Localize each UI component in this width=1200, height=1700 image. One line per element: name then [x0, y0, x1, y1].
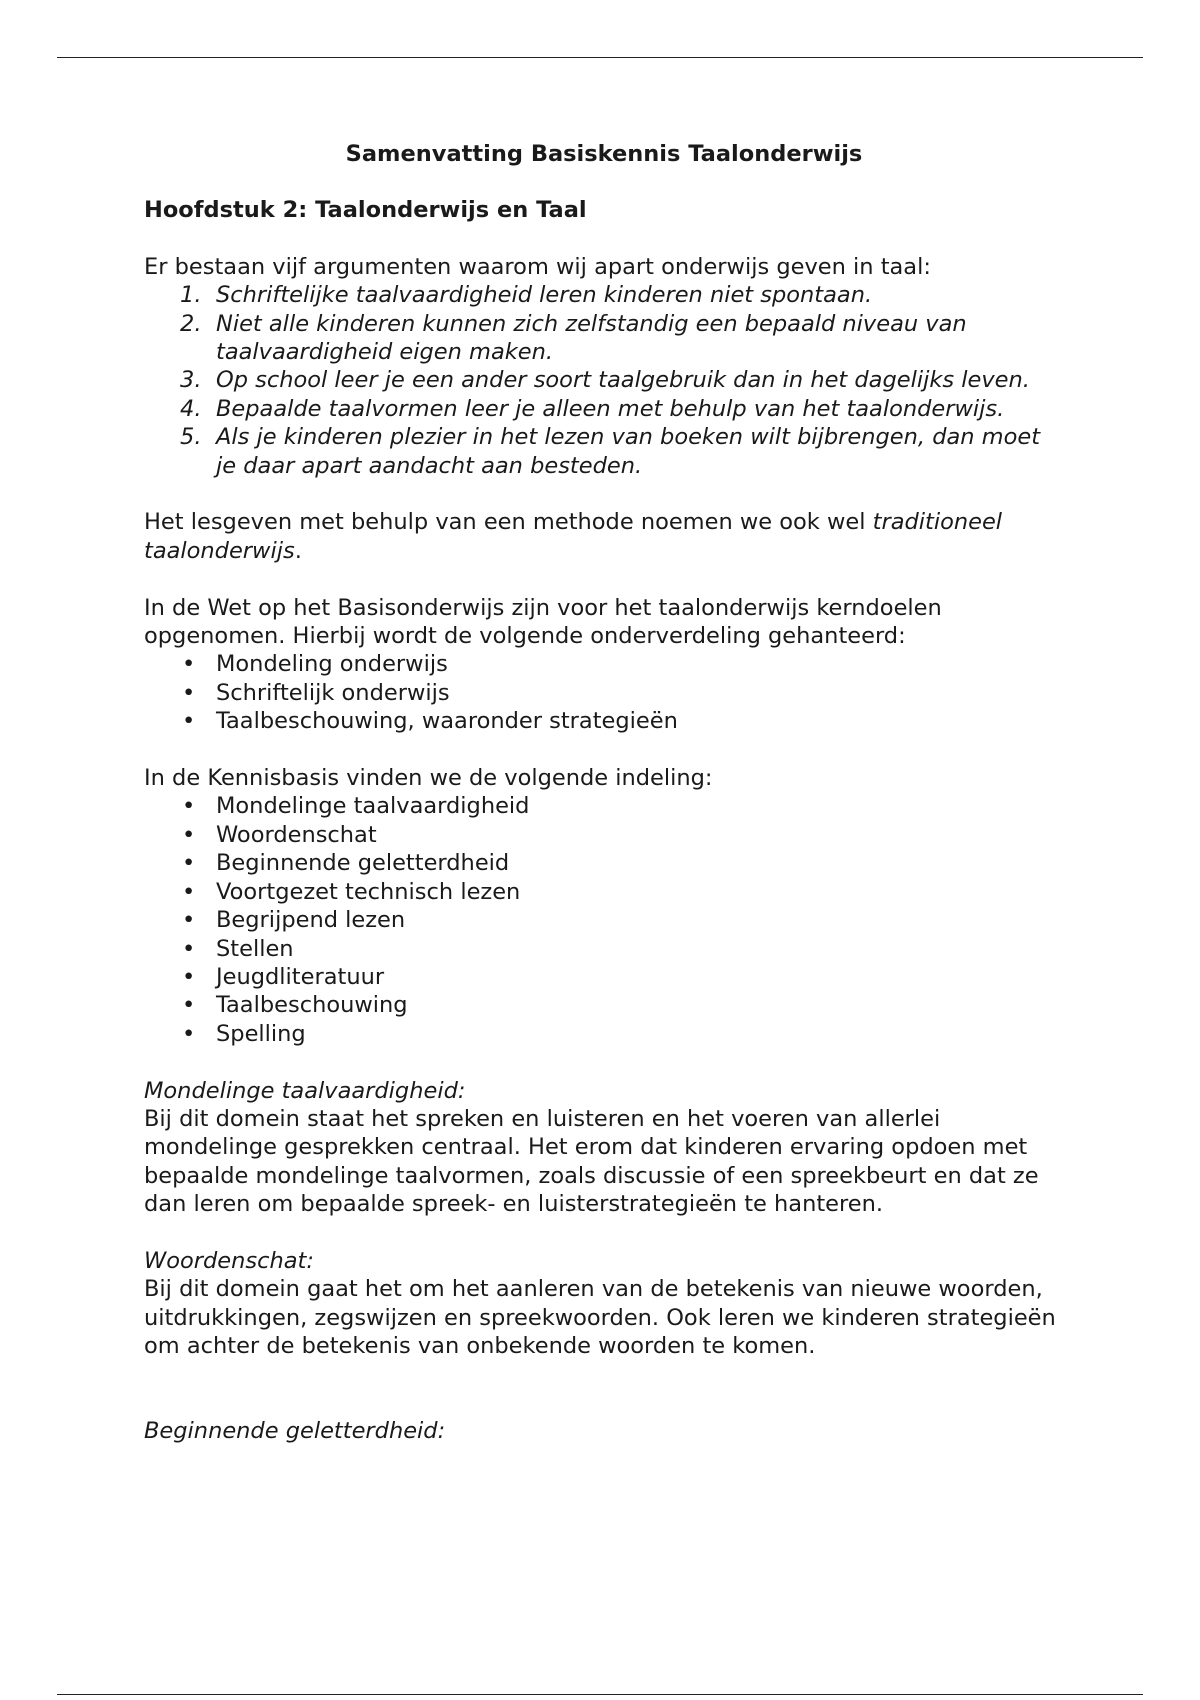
method-text: Het lesgeven met behulp van een methode noemen we ook wel [144, 509, 866, 536]
list-item: • Woordenschat [144, 821, 1064, 849]
list-item: • Taalbeschouwing [144, 991, 1064, 1019]
domain-heading: Beginnende geletterdheid: [144, 1418, 446, 1445]
domain-heading: Mondelinge taalvaardigheid: [144, 1077, 466, 1104]
domain-beginnende-geletterdheid [144, 1417, 1064, 1445]
argument-item [144, 310, 1064, 367]
argument-number: 2. [180, 310, 202, 337]
list-item: • Spelling [144, 1020, 1064, 1048]
list-item: • Stellen [144, 935, 1064, 963]
kennisbasis-section [144, 764, 1064, 1048]
argument-item [144, 281, 1064, 309]
domain-text: Bij dit domein staat het spreken en luisteren en het voeren van allerlei mondelinge gesprekken centraal. Het erom dat kinderen ervaring opdoen met bepaalde mondelinge taalvormen, zoals discussie of een spreekbeurt en dat ze dan leren om bepaalde spreek- en luisterstrategieën te hanteren. [144, 1105, 1039, 1218]
method-paragraph [144, 508, 1064, 565]
method-term: traditioneel taalonderwijs [144, 509, 1003, 564]
argument-text: Niet alle kinderen kunnen zich zelfstandig een bepaald niveau van taalvaardigheid eigen maken. [216, 310, 967, 366]
domain-woordenschat [144, 1247, 1064, 1361]
argument-number: 1. [180, 282, 202, 309]
domain-text: Bij dit domein gaat het om het aanleren van de betekenis van nieuwe woorden, uitdrukkingen, zegswijzen en spreekwoorden. Ook leren we kinderen strategieën om achter de betekenis van onbekende woorden te komen. [144, 1276, 1056, 1360]
list-item: • Voortgezet technisch lezen [144, 878, 1064, 906]
kennisbasis-intro: In de Kennisbasis vinden we de volgende indeling: [144, 765, 713, 792]
list-item: • Begrijpend lezen [144, 906, 1064, 934]
argument-item [144, 366, 1064, 394]
bottom-rule [57, 1694, 1143, 1695]
document-title: Samenvatting Basiskennis Taalonderwijs [345, 141, 863, 167]
law-text: In de Wet op het Basisonderwijs zijn voor het taalonderwijs kerndoelen opgenomen. Hierbij wordt de volgende onderverdeling gehanteerd: [144, 594, 942, 650]
list-item: • Schriftelijk onderwijs [144, 679, 1064, 707]
arguments-section [144, 253, 1064, 480]
list-item: • Beginnende geletterdheid [144, 849, 1064, 877]
list-item: • Jeugdliteratuur [144, 963, 1064, 991]
kennisbasis-list [144, 792, 1064, 1048]
argument-number: 3. [180, 367, 202, 394]
top-rule [57, 57, 1143, 58]
document-body [144, 140, 1064, 1446]
argument-text: Als je kinderen plezier in het lezen van boeken wilt bijbrengen, dan moet je daar apart aandacht aan besteden. [216, 424, 1041, 479]
domain-mondelinge [144, 1077, 1064, 1219]
method-end: . [294, 537, 302, 564]
arguments-intro: Er bestaan vijf argumenten waarom wij apart onderwijs geven in taal: [144, 253, 931, 280]
argument-number: 5. [180, 424, 202, 451]
argument-item [144, 395, 1064, 423]
chapter-heading: Hoofdstuk 2: Taalonderwijs en Taal [144, 197, 587, 224]
domain-heading: Woordenschat: [144, 1247, 314, 1274]
argument-text: Schriftelijke taalvaardigheid leren kinderen niet spontaan. [216, 282, 873, 309]
list-item: • Taalbeschouwing, waaronder strategieën [144, 707, 1064, 735]
argument-number: 4. [180, 395, 202, 422]
law-section [144, 594, 1064, 736]
argument-item [144, 423, 1064, 480]
arguments-list [144, 281, 1064, 480]
list-item: • Mondeling onderwijs [144, 650, 1064, 678]
argument-text: Op school leer je een ander soort taalgebruik dan in het dagelijks leven. [216, 367, 1030, 394]
argument-text: Bepaalde taalvormen leer je alleen met behulp van het taalonderwijs. [216, 395, 1005, 422]
law-list [144, 650, 1064, 735]
list-item: • Mondelinge taalvaardigheid [144, 792, 1064, 820]
